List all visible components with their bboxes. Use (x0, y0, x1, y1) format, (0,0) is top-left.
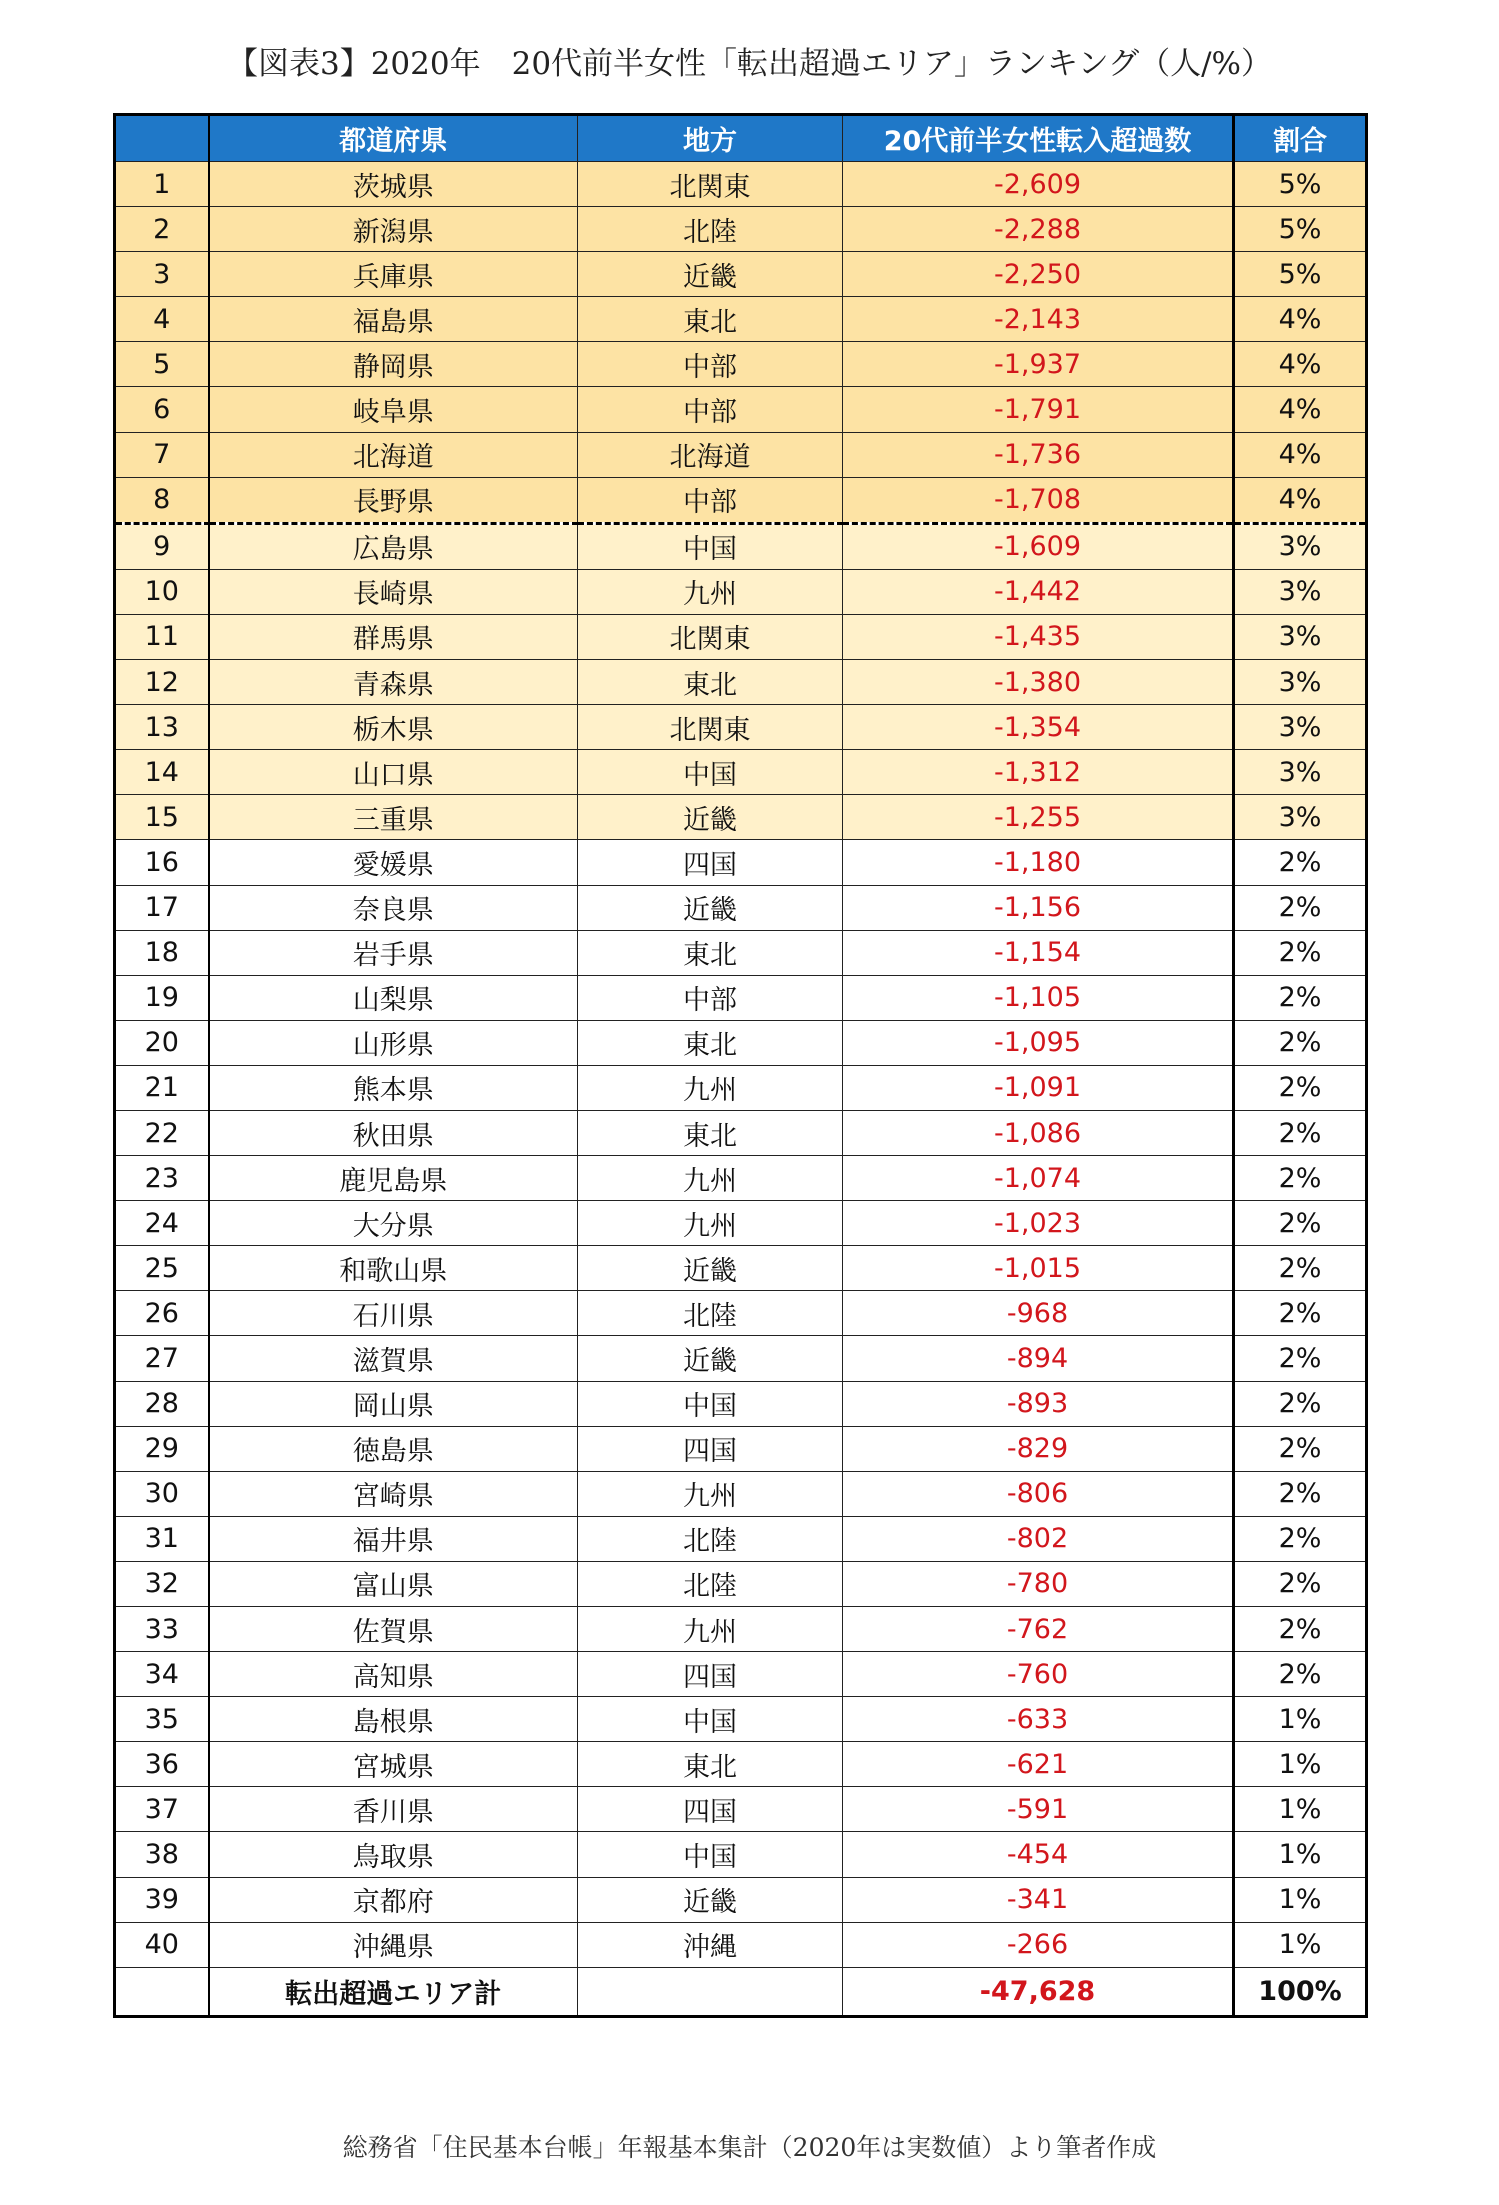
share-cell: 4% (1234, 477, 1367, 523)
prefecture-cell: 石川県 (209, 1291, 578, 1336)
rank-cell: 14 (115, 750, 209, 795)
rank-cell: 29 (115, 1426, 209, 1471)
rank-cell: 4 (115, 297, 209, 342)
region-cell: 九州 (578, 1156, 843, 1201)
share-cell: 5% (1234, 252, 1367, 297)
rank-cell: 40 (115, 1922, 209, 1967)
share-cell: 2% (1234, 1607, 1367, 1652)
rank-cell: 38 (115, 1832, 209, 1877)
region-cell: 北陸 (578, 1291, 843, 1336)
net-inflow-cell: -806 (843, 1471, 1234, 1516)
share-cell: 2% (1234, 975, 1367, 1020)
share-cell: 3% (1234, 614, 1367, 659)
table-row (115, 252, 1367, 297)
share-cell: 5% (1234, 162, 1367, 207)
region-cell: 北陸 (578, 207, 843, 252)
rank-cell: 24 (115, 1201, 209, 1246)
prefecture-cell: 島根県 (209, 1697, 578, 1742)
net-inflow-cell: -1,354 (843, 705, 1234, 750)
rank-cell: 31 (115, 1516, 209, 1561)
region-cell: 北陸 (578, 1561, 843, 1606)
total-count-cell: -47,628 (843, 1967, 1234, 2016)
share-cell: 1% (1234, 1742, 1367, 1787)
prefecture-cell: 奈良県 (209, 885, 578, 930)
net-inflow-cell: -1,380 (843, 660, 1234, 705)
header-rank (115, 115, 209, 162)
table-row (115, 1426, 1367, 1471)
share-cell: 1% (1234, 1697, 1367, 1742)
prefecture-cell: 鹿児島県 (209, 1156, 578, 1201)
prefecture-cell: 岩手県 (209, 930, 578, 975)
prefecture-cell: 沖縄県 (209, 1922, 578, 1967)
prefecture-cell: 福島県 (209, 297, 578, 342)
region-cell: 北関東 (578, 614, 843, 659)
table-row (115, 477, 1367, 523)
prefecture-cell: 岐阜県 (209, 387, 578, 432)
net-inflow-cell: -1,937 (843, 342, 1234, 387)
rank-cell: 30 (115, 1471, 209, 1516)
net-inflow-cell: -1,095 (843, 1020, 1234, 1065)
net-inflow-cell: -1,154 (843, 930, 1234, 975)
table-row (115, 1201, 1367, 1246)
prefecture-cell: 栃木県 (209, 705, 578, 750)
rank-cell: 18 (115, 930, 209, 975)
net-inflow-cell: -894 (843, 1336, 1234, 1381)
prefecture-cell: 兵庫県 (209, 252, 578, 297)
share-cell: 2% (1234, 1471, 1367, 1516)
net-inflow-cell: -2,609 (843, 162, 1234, 207)
region-cell: 四国 (578, 840, 843, 885)
prefecture-cell: 秋田県 (209, 1110, 578, 1155)
share-cell: 2% (1234, 1516, 1367, 1561)
net-inflow-cell: -341 (843, 1877, 1234, 1922)
prefecture-cell: 京都府 (209, 1877, 578, 1922)
rank-cell: 37 (115, 1787, 209, 1832)
rank-cell: 5 (115, 342, 209, 387)
table-row (115, 885, 1367, 930)
share-cell: 1% (1234, 1832, 1367, 1877)
rank-cell: 39 (115, 1877, 209, 1922)
region-cell: 九州 (578, 569, 843, 614)
table-row (115, 432, 1367, 477)
table-row (115, 1742, 1367, 1787)
net-inflow-cell: -1,091 (843, 1065, 1234, 1110)
prefecture-cell: 宮城県 (209, 1742, 578, 1787)
region-cell: 中部 (578, 477, 843, 523)
prefecture-cell: 富山県 (209, 1561, 578, 1606)
share-cell: 2% (1234, 885, 1367, 930)
share-cell: 2% (1234, 1561, 1367, 1606)
rank-cell: 35 (115, 1697, 209, 1742)
rank-cell: 32 (115, 1561, 209, 1606)
net-inflow-cell: -454 (843, 1832, 1234, 1877)
net-inflow-cell: -633 (843, 1697, 1234, 1742)
prefecture-cell: 静岡県 (209, 342, 578, 387)
region-cell: 北関東 (578, 705, 843, 750)
region-cell: 近畿 (578, 1877, 843, 1922)
rank-cell: 6 (115, 387, 209, 432)
table-row (115, 750, 1367, 795)
net-inflow-cell: -1,180 (843, 840, 1234, 885)
table-row (115, 1607, 1367, 1652)
table-row (115, 1877, 1367, 1922)
share-cell: 3% (1234, 660, 1367, 705)
prefecture-cell: 熊本県 (209, 1065, 578, 1110)
region-cell: 中国 (578, 1832, 843, 1877)
region-cell: 東北 (578, 297, 843, 342)
region-cell: 東北 (578, 660, 843, 705)
header-region: 地方 (578, 115, 843, 162)
table-row (115, 1922, 1367, 1967)
share-cell: 4% (1234, 432, 1367, 477)
net-inflow-cell: -1,074 (843, 1156, 1234, 1201)
region-cell: 中国 (578, 1381, 843, 1426)
rank-cell: 26 (115, 1291, 209, 1336)
share-cell: 1% (1234, 1922, 1367, 1967)
region-cell: 東北 (578, 930, 843, 975)
total-label-cell: 転出超過エリア計 (209, 1967, 578, 2016)
table-row (115, 1065, 1367, 1110)
rank-cell: 27 (115, 1336, 209, 1381)
table-row (115, 705, 1367, 750)
prefecture-cell: 三重県 (209, 795, 578, 840)
total-rank-cell (115, 1967, 209, 2016)
rank-cell: 22 (115, 1110, 209, 1155)
table-row (115, 1336, 1367, 1381)
share-cell: 4% (1234, 297, 1367, 342)
region-cell: 九州 (578, 1607, 843, 1652)
share-cell: 5% (1234, 207, 1367, 252)
rank-cell: 7 (115, 432, 209, 477)
region-cell: 九州 (578, 1065, 843, 1110)
rank-cell: 13 (115, 705, 209, 750)
table-row (115, 1787, 1367, 1832)
prefecture-cell: 和歌山県 (209, 1246, 578, 1291)
rank-cell: 17 (115, 885, 209, 930)
net-inflow-cell: -1,086 (843, 1110, 1234, 1155)
region-cell: 北陸 (578, 1516, 843, 1561)
rank-cell: 3 (115, 252, 209, 297)
table-row (115, 1471, 1367, 1516)
net-inflow-cell: -760 (843, 1652, 1234, 1697)
share-cell: 3% (1234, 795, 1367, 840)
share-cell: 4% (1234, 387, 1367, 432)
prefecture-cell: 北海道 (209, 432, 578, 477)
region-cell: 四国 (578, 1652, 843, 1697)
net-inflow-cell: -829 (843, 1426, 1234, 1471)
net-inflow-cell: -1,105 (843, 975, 1234, 1020)
net-inflow-cell: -621 (843, 1742, 1234, 1787)
share-cell: 1% (1234, 1877, 1367, 1922)
prefecture-cell: 青森県 (209, 660, 578, 705)
rank-cell: 20 (115, 1020, 209, 1065)
rank-cell: 10 (115, 569, 209, 614)
table-row (115, 1561, 1367, 1606)
rank-cell: 21 (115, 1065, 209, 1110)
net-inflow-cell: -1,708 (843, 477, 1234, 523)
rank-cell: 34 (115, 1652, 209, 1697)
net-inflow-cell: -762 (843, 1607, 1234, 1652)
share-cell: 2% (1234, 1201, 1367, 1246)
table-row (115, 523, 1367, 569)
region-cell: 北関東 (578, 162, 843, 207)
table-row (115, 1110, 1367, 1155)
rank-cell: 16 (115, 840, 209, 885)
net-inflow-cell: -1,435 (843, 614, 1234, 659)
region-cell: 東北 (578, 1020, 843, 1065)
region-cell: 四国 (578, 1787, 843, 1832)
table-row (115, 1156, 1367, 1201)
share-cell: 2% (1234, 1065, 1367, 1110)
region-cell: 中部 (578, 342, 843, 387)
net-inflow-cell: -2,143 (843, 297, 1234, 342)
ranking-table-container (113, 113, 1368, 2018)
share-cell: 3% (1234, 523, 1367, 569)
source-note: 総務省「住民基本台帳」年報基本集計（2020年は実数値）より筆者作成 (342, 2133, 1157, 2162)
table-row (115, 795, 1367, 840)
net-inflow-cell: -1,156 (843, 885, 1234, 930)
table-row (115, 614, 1367, 659)
net-inflow-cell: -893 (843, 1381, 1234, 1426)
share-cell: 2% (1234, 1020, 1367, 1065)
rank-cell: 28 (115, 1381, 209, 1426)
prefecture-cell: 山形県 (209, 1020, 578, 1065)
region-cell: 近畿 (578, 885, 843, 930)
prefecture-cell: 愛媛県 (209, 840, 578, 885)
table-body (115, 162, 1367, 1968)
prefecture-cell: 茨城県 (209, 162, 578, 207)
table-row (115, 569, 1367, 614)
prefecture-cell: 長崎県 (209, 569, 578, 614)
region-cell: 九州 (578, 1201, 843, 1246)
net-inflow-cell: -1,442 (843, 569, 1234, 614)
rank-cell: 23 (115, 1156, 209, 1201)
region-cell: 近畿 (578, 795, 843, 840)
region-cell: 近畿 (578, 1336, 843, 1381)
share-cell: 1% (1234, 1787, 1367, 1832)
rank-cell: 19 (115, 975, 209, 1020)
prefecture-cell: 広島県 (209, 523, 578, 569)
region-cell: 近畿 (578, 1246, 843, 1291)
net-inflow-cell: -1,736 (843, 432, 1234, 477)
prefecture-cell: 滋賀県 (209, 1336, 578, 1381)
table-row (115, 975, 1367, 1020)
net-inflow-cell: -1,015 (843, 1246, 1234, 1291)
share-cell: 2% (1234, 840, 1367, 885)
rank-cell: 9 (115, 523, 209, 569)
prefecture-cell: 新潟県 (209, 207, 578, 252)
net-inflow-cell: -591 (843, 1787, 1234, 1832)
share-cell: 3% (1234, 705, 1367, 750)
region-cell: 中部 (578, 387, 843, 432)
table-row (115, 1020, 1367, 1065)
region-cell: 中国 (578, 523, 843, 569)
region-cell: 東北 (578, 1742, 843, 1787)
region-cell: 近畿 (578, 252, 843, 297)
prefecture-cell: 徳島県 (209, 1426, 578, 1471)
share-cell: 2% (1234, 1336, 1367, 1381)
share-cell: 2% (1234, 930, 1367, 975)
region-cell: 東北 (578, 1110, 843, 1155)
region-cell: 九州 (578, 1471, 843, 1516)
table-row (115, 840, 1367, 885)
table-row (115, 1246, 1367, 1291)
prefecture-cell: 群馬県 (209, 614, 578, 659)
rank-cell: 15 (115, 795, 209, 840)
net-inflow-cell: -1,255 (843, 795, 1234, 840)
net-inflow-cell: -2,288 (843, 207, 1234, 252)
table-row (115, 387, 1367, 432)
rank-cell: 36 (115, 1742, 209, 1787)
rank-cell: 33 (115, 1607, 209, 1652)
region-cell: 中国 (578, 1697, 843, 1742)
table-row (115, 1381, 1367, 1426)
net-inflow-cell: -1,312 (843, 750, 1234, 795)
table-row (115, 342, 1367, 387)
net-inflow-cell: -780 (843, 1561, 1234, 1606)
rank-cell: 11 (115, 614, 209, 659)
table-row (115, 207, 1367, 252)
rank-cell: 8 (115, 477, 209, 523)
rank-cell: 25 (115, 1246, 209, 1291)
net-inflow-cell: -1,791 (843, 387, 1234, 432)
region-cell: 北海道 (578, 432, 843, 477)
table-row (115, 1652, 1367, 1697)
ranking-table (113, 113, 1368, 2018)
table-row (115, 1697, 1367, 1742)
prefecture-cell: 大分県 (209, 1201, 578, 1246)
total-region-cell (578, 1967, 843, 2016)
table-row (115, 162, 1367, 207)
region-cell: 中国 (578, 750, 843, 795)
header-prefecture: 都道府県 (209, 115, 578, 162)
total-share-cell: 100% (1234, 1967, 1367, 2016)
net-inflow-cell: -266 (843, 1922, 1234, 1967)
prefecture-cell: 香川県 (209, 1787, 578, 1832)
total-row (115, 1967, 1367, 2016)
table-row (115, 930, 1367, 975)
share-cell: 2% (1234, 1652, 1367, 1697)
share-cell: 2% (1234, 1246, 1367, 1291)
share-cell: 2% (1234, 1426, 1367, 1471)
share-cell: 2% (1234, 1110, 1367, 1155)
header-row (115, 115, 1367, 162)
table-row (115, 1291, 1367, 1336)
table-title: 【図表3】2020年 20代前半女性「転出超過エリア」ランキング（人/%） (226, 46, 1273, 82)
region-cell: 中部 (578, 975, 843, 1020)
rank-cell: 1 (115, 162, 209, 207)
prefecture-cell: 岡山県 (209, 1381, 578, 1426)
prefecture-cell: 高知県 (209, 1652, 578, 1697)
net-inflow-cell: -968 (843, 1291, 1234, 1336)
rank-cell: 2 (115, 207, 209, 252)
header-share: 割合 (1234, 115, 1367, 162)
region-cell: 沖縄 (578, 1922, 843, 1967)
table-row (115, 660, 1367, 705)
share-cell: 3% (1234, 750, 1367, 795)
prefecture-cell: 山梨県 (209, 975, 578, 1020)
share-cell: 2% (1234, 1381, 1367, 1426)
prefecture-cell: 福井県 (209, 1516, 578, 1561)
share-cell: 3% (1234, 569, 1367, 614)
net-inflow-cell: -1,023 (843, 1201, 1234, 1246)
prefecture-cell: 長野県 (209, 477, 578, 523)
net-inflow-cell: -1,609 (843, 523, 1234, 569)
prefecture-cell: 鳥取県 (209, 1832, 578, 1877)
table-row (115, 297, 1367, 342)
prefecture-cell: 山口県 (209, 750, 578, 795)
rank-cell: 12 (115, 660, 209, 705)
share-cell: 2% (1234, 1291, 1367, 1336)
header-net-inflow: 20代前半女性転入超過数 (843, 115, 1234, 162)
net-inflow-cell: -802 (843, 1516, 1234, 1561)
prefecture-cell: 佐賀県 (209, 1607, 578, 1652)
share-cell: 2% (1234, 1156, 1367, 1201)
net-inflow-cell: -2,250 (843, 252, 1234, 297)
prefecture-cell: 宮崎県 (209, 1471, 578, 1516)
share-cell: 4% (1234, 342, 1367, 387)
table-row (115, 1832, 1367, 1877)
table-row (115, 1516, 1367, 1561)
region-cell: 四国 (578, 1426, 843, 1471)
